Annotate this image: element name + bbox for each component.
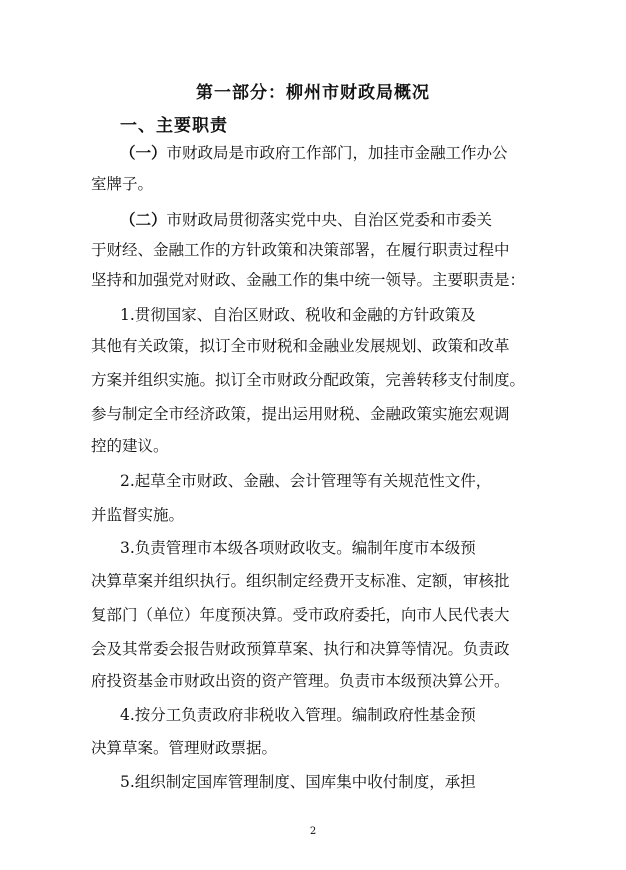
- item-1-line-3: 方案并组织实施。拟订全市财政分配政策，完善转移支付制度。: [91, 371, 526, 389]
- paragraph-1-label: （一）: [120, 144, 167, 162]
- item-3-line-2: 决算草案并组织执行。组织制定经费开支标准、定额，审核批: [91, 572, 510, 590]
- item-1-line-2: 其他有关政策，拟订全市财税和金融业发展规划、政策和改革: [91, 337, 510, 355]
- item-1-line-4: 参与制定全市经济政策，提出运用财税、金融政策实施宏观调: [91, 405, 510, 423]
- item-4-line-2: 决算草案。管理财政票据。: [91, 739, 278, 757]
- item-1-line-5: 控的建议。: [91, 437, 169, 455]
- item-1-line-1: 1.贯彻国家、自治区财政、税收和金融的方针政策及: [120, 306, 476, 324]
- paragraph-2-line-2: 于财经、金融工作的方针政策和决策部署，在履行职责过程中: [91, 241, 510, 259]
- paragraph-1-line-2: 室牌子。: [91, 175, 154, 193]
- paragraph-1-line-1: （一）市财政局是市政府工作部门，加挂市金融工作办公: [120, 144, 508, 162]
- item-5-line-1: 5.组织制定国库管理制度、国库集中收付制度，承担: [120, 773, 476, 791]
- item-3-line-1: 3.负责管理市本级各项财政收支。编制年度市本级预: [120, 539, 476, 557]
- paragraph-2-line-1: （二）市财政局贯彻落实党中央、自治区党委和市委关: [120, 211, 493, 229]
- item-3-line-4: 会及其常委会报告财政预算草案、执行和决算等情况。负责政: [91, 640, 510, 658]
- item-3-line-5: 府投资基金市财政出资的资产管理。负责市本级预决算公开。: [91, 672, 510, 690]
- section-heading: 一、主要职责: [120, 116, 228, 136]
- item-4-line-1: 4.按分工负责政府非税收入管理。编制政府性基金预: [120, 706, 476, 724]
- paragraph-2-label: （二）: [120, 211, 167, 229]
- item-2-line-2: 并监督实施。: [91, 506, 185, 524]
- item-3-line-3: 复部门（单位）年度预决算。受市政府委托，向市人民代表大: [91, 606, 510, 624]
- page-title: 第一部分：柳州市财政局概况: [196, 83, 430, 103]
- paragraph-2-line-3: 坚持和加强党对财政、金融工作的集中统一领导。主要职责是：: [91, 271, 526, 289]
- page-number: 2: [309, 826, 317, 837]
- item-2-line-1: 2.起草全市财政、金融、会计管理等有关规范性文件，: [120, 472, 492, 490]
